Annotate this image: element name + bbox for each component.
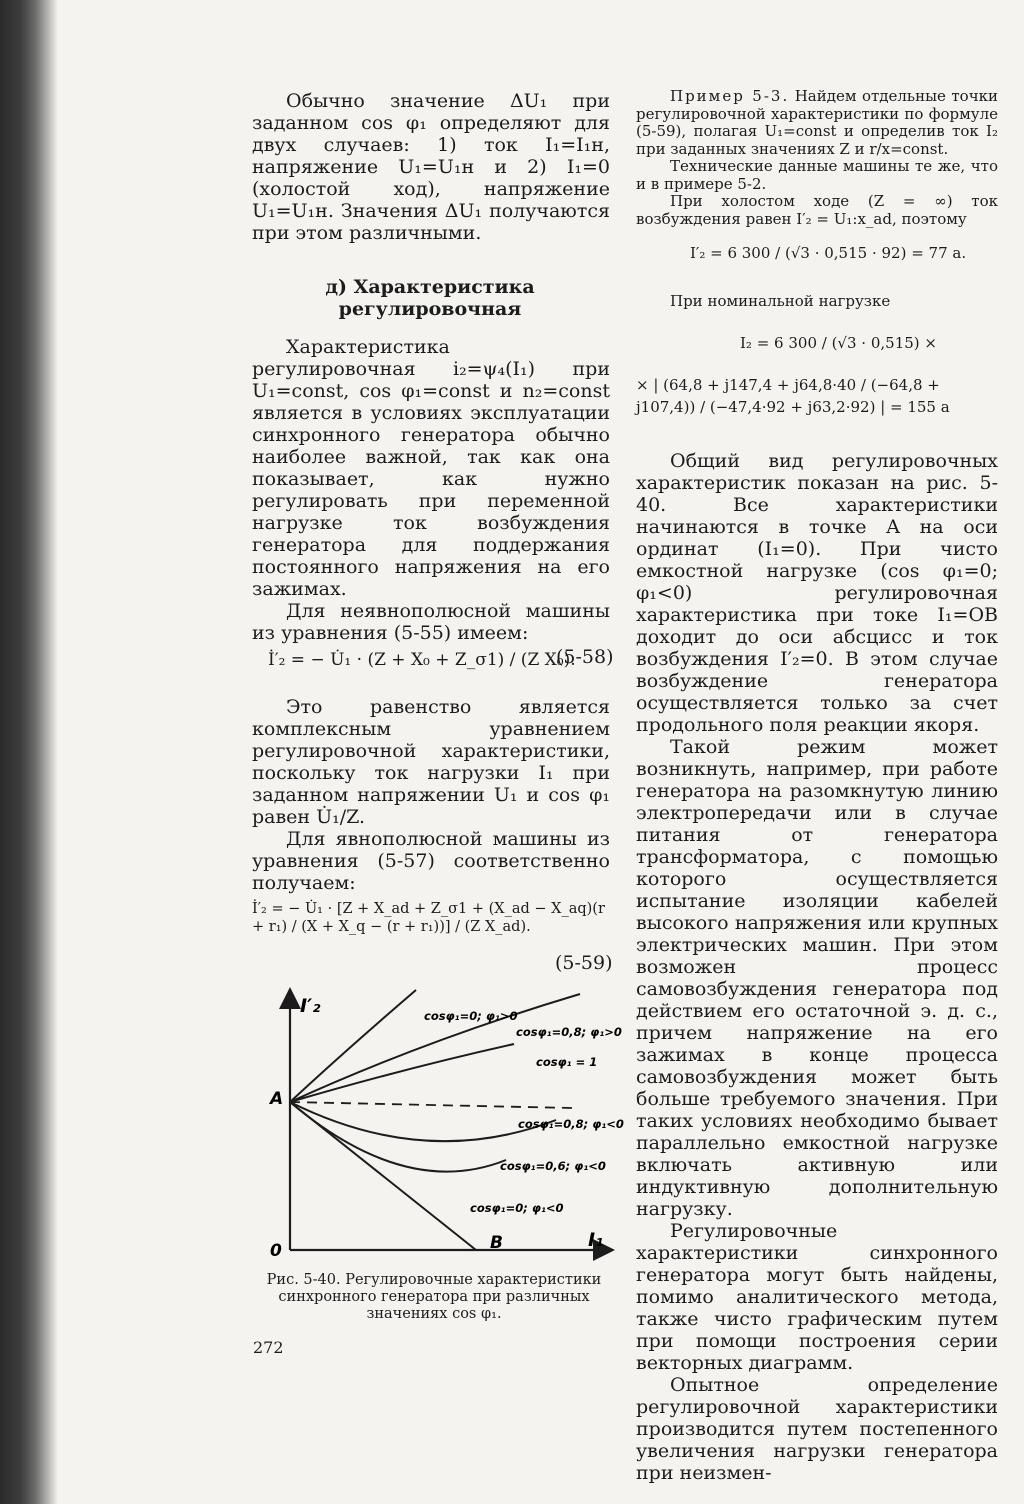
example-idle-text: При холостом ходе (Z = ∞) ток возбуждения равен I′₂ = U₁:x_ad, поэтому	[636, 192, 998, 228]
nominal-load-label: При номинальной нагрузке	[670, 292, 891, 310]
section-text-block-2	[252, 696, 610, 894]
section-heading-line1: д) Характеристика	[325, 276, 535, 298]
example-intro	[636, 88, 998, 158]
intro-paragraph: Обычно значение ΔU₁ при заданном cos φ₁ определяют для двух случаев: 1) ток I₁=I₁н, напряжение U₁=U₁н и 2) I₁=0 (холостой ход), напряжение U₁=U₁н. Значения ΔU₁ получаются при этом различными.	[252, 90, 610, 244]
equation-number-5-59: (5-59)	[555, 952, 613, 974]
curve-cos0-capacitive	[290, 1102, 476, 1250]
paragraph-definition: Характеристика регулировочная i₂=ψ₄(I₁) при U₁=const, cos φ₁=const и n₂=const является в условиях эксплуатации синхронного генератора обычно наиболее важной, так как она показывает, как нужно регулировать при переменной нагрузке ток возбуждения генератора для поддержания постоянного напряжения на его зажимах.	[252, 336, 610, 600]
curve-label-cos08-capacitive: cosφ₁=0,8; φ₁<0	[518, 1117, 624, 1131]
point-b-label: B	[490, 1233, 503, 1253]
example-tech-data: Технические данные машины те же, что и в примере 5-2.	[636, 157, 998, 193]
equation-5-58: İ′₂ = − U̇₁ · (Z + X₀ + Z_σ1) / (Z X₀).	[268, 650, 576, 670]
page-number: 272	[253, 1338, 284, 1357]
curve-label-cos08-inductive: cosφ₁=0,8; φ₁>0	[516, 1025, 622, 1039]
curve-cos1	[290, 1044, 514, 1102]
curve-label-cos1: cosφ₁ = 1	[536, 1055, 598, 1069]
figure-caption: Рис. 5-40. Регулировочные характеристики синхронного генератора при различных значениях cos φ₁.	[266, 1272, 602, 1322]
figure-5-40	[256, 990, 624, 1262]
section-heading	[300, 276, 560, 320]
curve-label-cos0-capacitive: cosφ₁=0; φ₁<0	[470, 1201, 564, 1215]
example-title: Пример 5-3.	[670, 87, 790, 105]
curve-cos08-capacitive	[290, 1102, 556, 1141]
right-text-block	[636, 450, 998, 1484]
formula-idle-current: I′₂ = 6 300 / (√3 · 0,515 · 92) = 77 а.	[690, 244, 967, 262]
paragraph-experimental: Опытное определение регулировочной характеристики производится путем постепенного увеличения нагрузки генератора при неизмен-	[636, 1374, 998, 1484]
paragraph-graphical-method: Регулировочные характеристики синхронного генератора могут быть найдены, помимо аналитического метода, также чисто графическим путем при помощи построения серии векторных диаграмм.	[636, 1220, 998, 1374]
equation-number-5-58: (5-58)	[556, 646, 614, 668]
section-heading-line2: регулировочная	[338, 298, 522, 320]
origin-label: 0	[270, 1241, 282, 1261]
curve-reference-dashed	[290, 1102, 572, 1108]
paragraph-complex-equation: Это равенство является комплексным уравнением регулировочной характеристики, поскольку ток нагрузки I₁ при заданном напряжении U₁ и cos φ₁ равен U̇₁/Z.	[252, 696, 610, 828]
point-a-label: A	[270, 1089, 284, 1109]
paragraph-general-view: Общий вид регулировочных характеристик показан на рис. 5-40. Все характеристики начинаются в точке A на оси ординат (I₁=0). При чисто емкостной нагрузке (cos φ₁=0; φ₁<0) регулировочная характеристика при токе I₁=OB доходит до оси абсцисс и ток возбуждения I′₂=0. В этом случае возбуждение генератора осуществляется только за счет продольного поля реакции якоря.	[636, 450, 998, 736]
example-text: Найдем отдельные точки регулировочной характеристики по формуле (5-59), полагая U₁=const и определив ток I₂ при заданных значениях Z и r/x=const.	[636, 87, 998, 158]
curve-label-cos0-inductive: cosφ₁=0; φ₁>0	[424, 1009, 518, 1023]
curve-label-cos06-capacitive: cosφ₁=0,6; φ₁<0	[500, 1159, 606, 1173]
y-axis-label: I′₂	[300, 995, 321, 1017]
paragraph-nonsalient: Для неявнополюсной машины из уравнения (5-55) имеем:	[252, 600, 610, 644]
paragraph-operating-mode: Такой режим может возникнуть, например, при работе генератора на разомкнутую линию электропередачи или в случае питания от генератора трансформатора, с помощью которого осуществляется испытание изоляции кабелей высокого напряжения или крупных электрических машин. При этом возможен процесс самовозбуждения генератора под действием его остаточной э. д. с., причем напряжение на его зажимах в конце процесса самовозбуждения может быть больше требуемого значения. При таких условиях необходимо бывает параллельно емкостной нагрузке включать активную или индуктивную дополнительную нагрузку.	[636, 736, 998, 1220]
x-axis-label: I₁	[588, 1229, 604, 1251]
intro-paragraph-block	[252, 90, 610, 244]
equation-5-59: İ′₂ = − U̇₁ · [Z + X_ad + Z_σ1 + (X_ad − X_aq)(r + r₁) / (X + X_q − (r + r₁))] / (Z X_ad).	[252, 901, 605, 935]
paragraph-salient: Для явнополюсной машины из уравнения (5-57) соответственно получаем:	[252, 828, 610, 894]
formula-nominal-line2: × | (64,8 + j147,4 + j64,8·40 / (−64,8 + j107,4)) / (−47,4·92 + j63,2·92) | = 155 а	[636, 376, 950, 416]
section-text-block	[252, 336, 610, 644]
example-block	[636, 88, 998, 228]
formula-nominal-line1: I₂ = 6 300 / (√3 · 0,515) ×	[740, 334, 937, 352]
figure-5-40-svg	[256, 990, 624, 1262]
